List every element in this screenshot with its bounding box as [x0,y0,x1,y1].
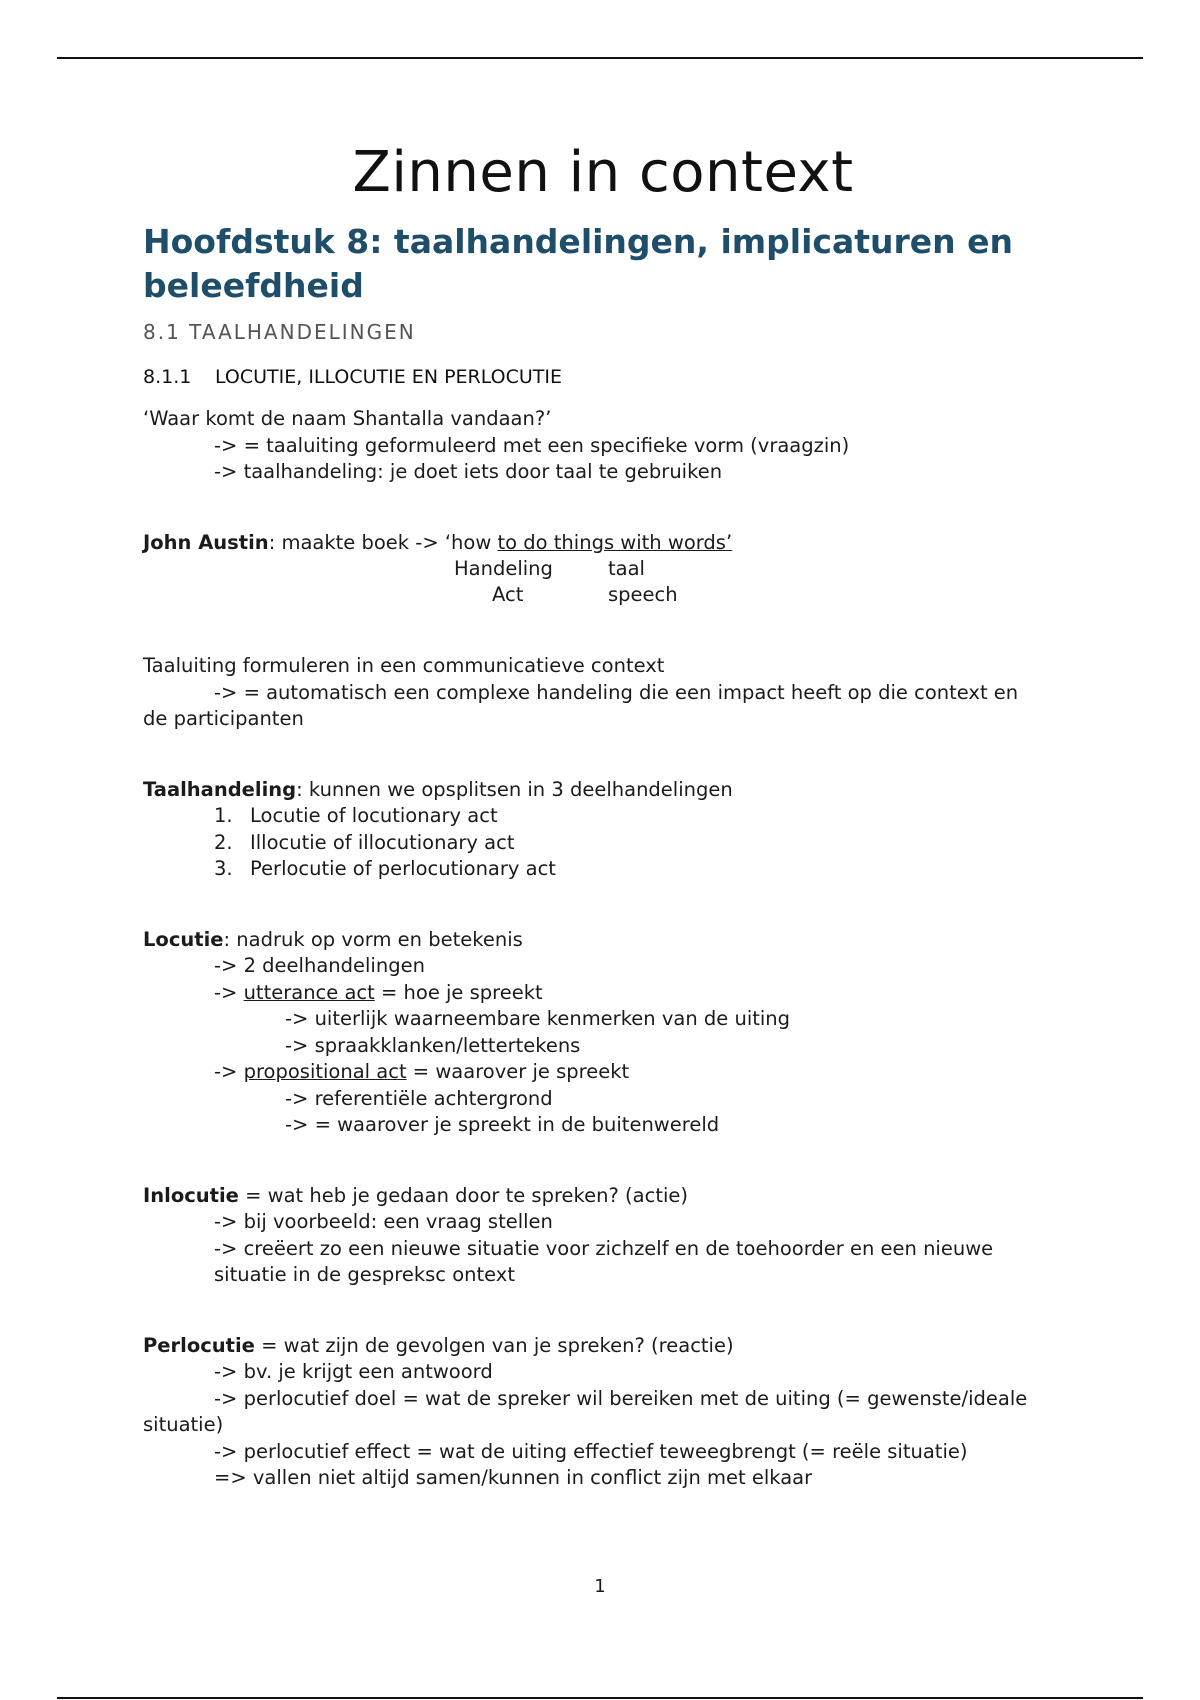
inlocutie-text: = wat heb je gedaan door te spreken? (actie) [238,1183,689,1207]
propositional-act-definition: = waarover je spreekt [406,1060,630,1083]
quote-note-2: -> taalhandeling: je doet iets door taal te gebruiken [214,460,723,483]
arrow-text: -> [214,1060,244,1083]
section-heading: 8.1 TAALHANDELINGEN [143,320,416,344]
perlocutie-sub-1: -> bv. je krijgt een antwoord [214,1360,493,1383]
footer-rule [57,1697,1143,1699]
header-rule [57,57,1143,59]
document-title: Zinnen in context [352,140,854,205]
chapter-heading: Hoofdstuk 8: taalhandelingen, implicaturen en beleefdheid [143,222,1014,305]
list-item [143,803,1063,830]
quote-note-1: -> = taaluiting geformuleerd met een specifieke vorm (vraagzin) [214,433,850,457]
locutie-sub-5 [143,1059,1063,1086]
locutie-sub-1: -> 2 deelhandelingen [214,954,425,977]
austin-text: : maakte boek -> ‘how [268,530,498,554]
context-line-2: -> = automatisch een complexe handeling die een impact heeft op die context en [214,680,1019,704]
taalhandeling-text: : kunnen we opsplitsen in 3 deelhandelingen [296,777,733,801]
utterance-act-term: utterance act [243,980,375,1004]
list-item-label: Illocutie of illocutionary act [250,830,515,854]
perlocutie-sub-3: situatie) [143,1413,224,1436]
inlocutie-term: Inlocutie [143,1183,239,1207]
list-item-number: 3. [214,857,233,880]
list-item-number: 2. [214,830,233,854]
locutie-sub-4: -> spraakklanken/lettertekens [285,1033,581,1057]
list-item-label: Locutie of locutionary act [250,804,498,827]
inlocutie-line [143,1183,1063,1210]
speech-label: speech [608,583,678,606]
handeling-label: Handeling [454,557,553,580]
inlocutie-sub-3: situatie in de gespreksc ontext [214,1263,515,1286]
taalhandeling-line [143,777,1063,804]
austin-book-title: to do things with words’ [497,530,733,554]
locutie-term: Locutie [143,927,224,951]
utterance-act-definition: = hoe je spreekt [374,980,543,1004]
subsection-heading [143,366,562,388]
context-line-1: Taaluiting formuleren in een communicatieve context [143,654,665,677]
locutie-sub-6: -> referentiële achtergrond [285,1086,553,1110]
subsection-label: LOCUTIE, ILLOCUTIE EN PERLOCUTIE [215,366,562,388]
propositional-act-term: propositional act [243,1060,407,1083]
page-number: 1 [594,1576,606,1597]
austin-name: John Austin [143,530,269,554]
locutie-sub-7: -> = waarover je spreekt in de buitenwereld [285,1113,720,1136]
document-body [143,406,1063,1492]
subsection-number: 8.1.1 [143,366,192,388]
taalhandeling-term: Taalhandeling [143,777,297,801]
inlocutie-sub-1: -> bij voorbeeld: een vraag stellen [214,1210,553,1233]
perlocutie-text: = wat zijn de gevolgen van je spreken? (reactie) [254,1333,734,1357]
quote-text: ‘Waar komt de naam Shantalla vandaan?’ [143,407,552,430]
deelhandelingen-list [143,803,1063,883]
locutie-text: : nadruk op vorm en betekenis [223,927,523,951]
taal-label: taal [608,557,645,580]
locutie-sub-2 [143,980,1063,1007]
austin-translation-table [143,556,1063,609]
inlocutie-sub-2: -> creëert zo een nieuwe situatie voor zichzelf en de toehoorder en een nieuwe [214,1236,994,1260]
perlocutie-line [143,1333,1063,1360]
perlocutie-sub-5: => vallen niet altijd samen/kunnen in conflict zijn met elkaar [214,1466,813,1489]
context-line-3: de participanten [143,707,304,730]
list-item [143,830,1063,857]
perlocutie-sub-4: -> perlocutief effect = wat de uiting effectief teweegbrengt (= reële situatie) [214,1439,968,1463]
perlocutie-sub-2: -> perlocutief doel = wat de spreker wil bereiken met de uiting (= gewenste/ideale [214,1386,1028,1410]
locutie-line [143,927,1063,954]
list-item [143,856,1063,883]
perlocutie-term: Perlocutie [143,1333,255,1357]
austin-line [143,530,1063,557]
locutie-sub-3: -> uiterlijk waarneembare kenmerken van de uiting [285,1007,791,1030]
list-item-label: Perlocutie of perlocutionary act [250,857,556,880]
list-item-number: 1. [214,804,233,827]
act-label: Act [492,583,524,606]
arrow-text: -> [214,980,244,1004]
